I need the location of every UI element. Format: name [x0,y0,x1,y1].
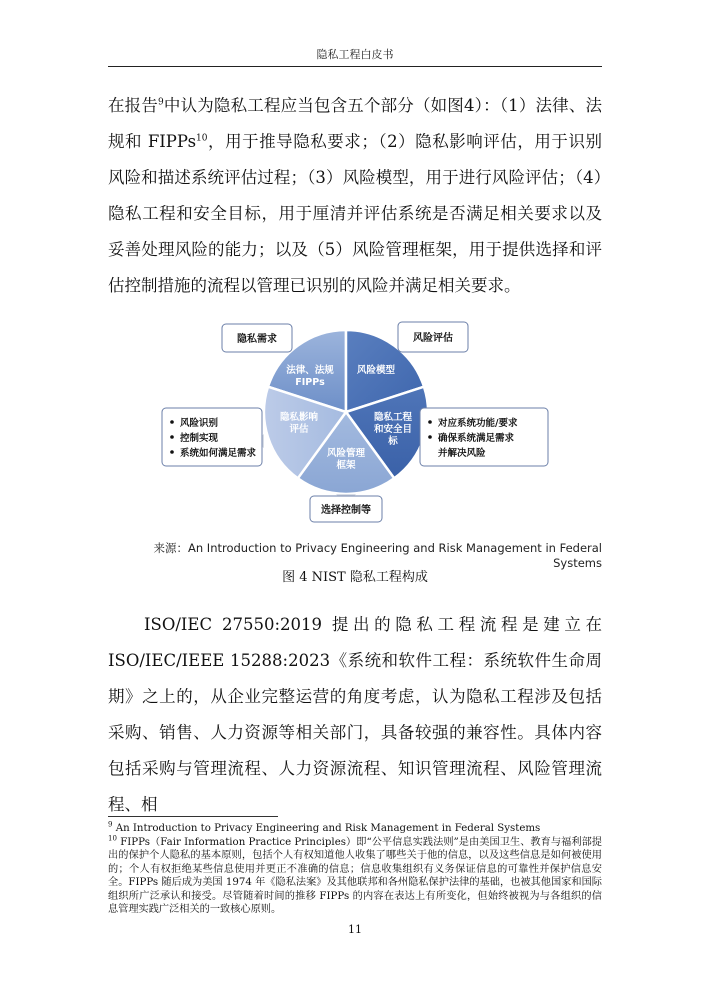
paragraph-1-part1: 在报告 [108,96,159,115]
paragraph-1 [108,88,602,304]
left-list-item-2: 控制实现 [180,433,219,444]
figure-caption: 图 4 NIST 隐私工程构成 [282,570,428,585]
left-list-item-1: 风险识别 [180,418,219,429]
label-objectives-line2: 和安全目 [373,424,413,435]
right-list-item-1: 对应系统功能/要求 [438,418,518,429]
paragraph-1-part3: ，用于推导隐私要求；（2）隐私影响评估，用于识别风险和描述系统评估过程；（3）风险模型，用于进行风险评估；（4）隐私工程和安全目标，用于厘清并评估系统是否满足相关要求以及妥善处理风险的能力；以及（5）风险管理框架，用于提供选择和评估控制措施的流程以管理已识别的风险并满足相关要求。 [108,132,602,295]
footnote-rule [108,816,278,817]
figure-source: 来源：An Introduction to Privacy Engineering and Risk Management in Federal Systems [153,541,602,570]
page-number: 11 [348,923,362,936]
label-objectives-line3: 标 [388,436,398,447]
bullet-right-2 [428,435,432,439]
label-pia-line1: 隐私影响 [279,412,319,423]
paragraph-2: ISO/IEC 27550:2019 提出的隐私工程流程是建立在 ISO/IEC/IEEE 15288:2023《系统和软件工程：系统软件生命周期》之上的，从企业完整运营的角度考虑，认为隐私工程涉及包括采购、销售、人力资源等相关部门，具备较强的兼容性。具体内容包括采购与管理流程、人力资源流程、知识管理流程、风险管理流程、相 [108,615,602,814]
bullet-left-1 [170,420,174,424]
box-risk-assessment-text: 风险评估 [413,333,453,344]
footnote-9 [108,822,602,836]
running-header: 隐私工程白皮书 [316,48,394,61]
bullet-left-2 [170,435,174,439]
label-objectives-line1: 隐私工程 [373,412,413,423]
footnotes [108,822,602,917]
label-rmf-line1: 风险管理 [326,448,366,459]
footnote-ref-9: 9 [158,97,164,108]
bullet-right-1 [428,420,432,424]
nist-privacy-engineering-diagram [150,316,570,536]
footnote-10 [108,836,602,917]
label-risk-model: 风险模型 [356,365,396,376]
box-select-controls-text: 选择控制等 [321,505,371,516]
right-list-item-2: 确保系统满足需求 [438,433,515,444]
box-privacy-requirements-text: 隐私需求 [237,334,277,345]
label-pia-line2: 评估 [289,424,309,435]
bullet-left-3 [170,450,174,454]
right-list-item-3: 并解决风险 [438,448,486,459]
header-rule [108,66,602,67]
label-law-line2: FIPPs [295,377,325,388]
footnote-9-number: 9 [108,820,113,829]
footnote-9-text: An Introduction to Privacy Engineering and Risk Management in Federal Systems [115,823,541,834]
footnote-ref-10: 10 [196,133,208,144]
paragraph-1-part2: 中认为隐私工程应当包含五个部分（如图4）：（1）法律、法规和 FIPPs [108,96,603,151]
footnote-10-number: 10 [108,834,117,843]
footnote-10-text: FIPPs（Fair Information Practice Principles）即“公平信息实践法则”是由美国卫生、教育与福利部提出的保护个人隐私的基本原则，包括个人有权知道他人收集了哪些关于他的信息，以及这些信息是如何被使用的；个人有权拒绝某些信息使用并更正不准确的信息；信息收集组织有义务保证信息的可靠性并保护信息安全。FIPPs 随后成为美国 1974 年《隐私法案》及其他联邦和各州隐私保护法律的基础，也被其他国家和国际组织所广泛承认和接受。尽管随着时间的推移 FIPPs 的内容在表达上有所变化，但始终被视为与各组织的信息管理实践广泛相关的一致核心原则。 [108,836,602,915]
left-list-item-3: 系统如何满足需求 [180,448,257,459]
label-law-line1: 法律、法规 [286,365,334,376]
label-rmf-line2: 框架 [336,460,356,471]
